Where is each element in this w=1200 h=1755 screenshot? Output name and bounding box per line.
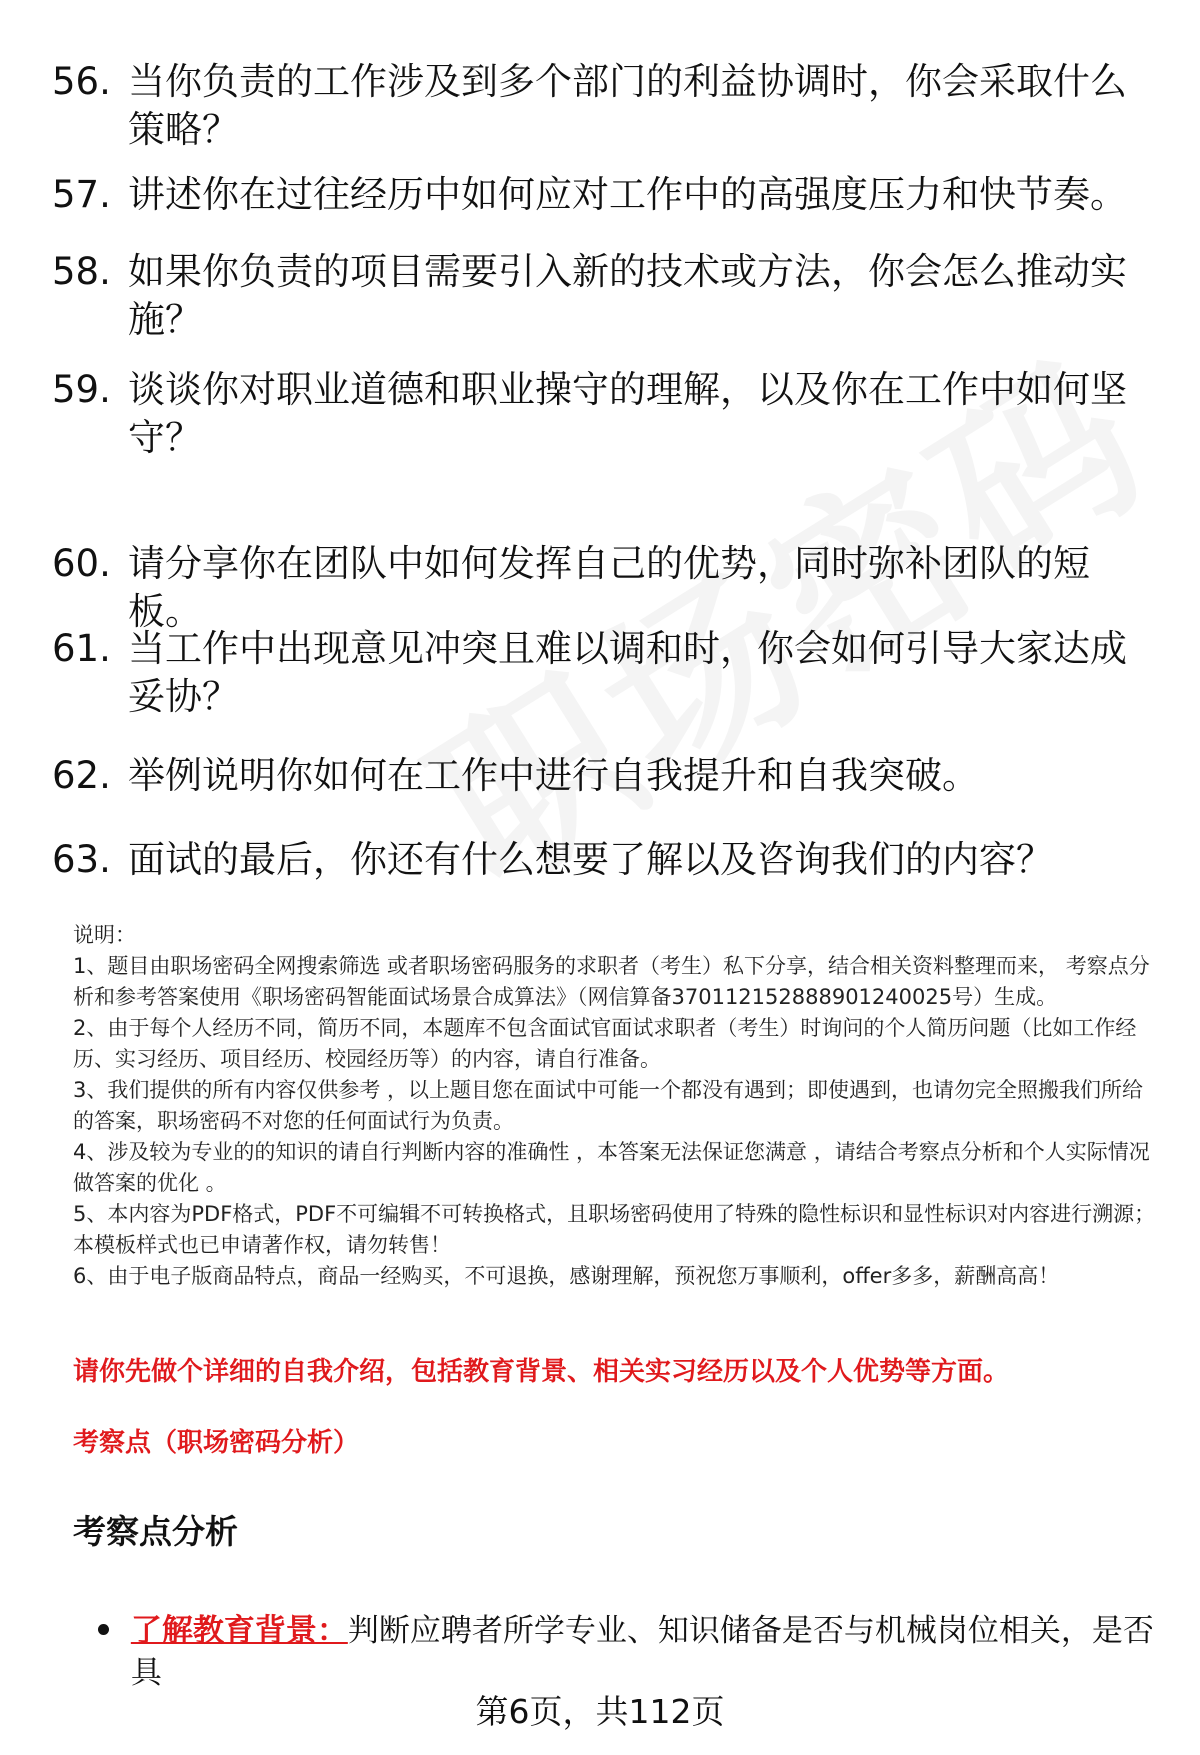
bullet-label: 了解教育背景： (130, 1613, 348, 1649)
question-item (52, 171, 1142, 219)
question-text: 举例说明你如何在工作中进行自我提升和自我突破。 (128, 754, 979, 797)
note-item: 2、由于每个人经历不同，简历不同，本题库不包含面试官面试求职者（考生）时询问的个人简历问题（比如工作经历、实习经历、项目经历、校园经历等）的内容，请自行准备。 (73, 1016, 1137, 1071)
note-item: 3、我们提供的所有内容仅供参考 ，以上题目您在面试中可能一个都没有遇到；即使遇到，也请勿完全照搬我们所给的答案，职场密码不对您的任何面试行为负责。 (73, 1078, 1144, 1133)
note-item: 6、由于电子版商品特点，商品一经购买，不可退换，感谢理解，预祝您万事顺利，offer多多，薪酬高高！ (73, 1264, 1060, 1288)
analysis-title: 考察点分析 (73, 1512, 238, 1551)
question-number: 58. (52, 250, 111, 293)
question-text: 讲述你在过往经历中如何应对工作中的高强度压力和快节奏。 (128, 173, 1127, 216)
question-number: 62. (52, 754, 111, 797)
question-text: 请分享你在团队中如何发挥自己的优势，同时弥补团队的短板。 (128, 542, 1090, 633)
notes-section (73, 920, 1158, 1292)
question-text: 当工作中出现意见冲突且难以调和时，你会如何引导大家达成妥协？ (128, 627, 1127, 718)
question-item (52, 58, 1142, 154)
page-footer: 第6页，共112页 (475, 1692, 725, 1731)
bullet-icon (98, 1624, 109, 1635)
note-item: 5、本内容为PDF格式，PDF不可编辑不可转换格式，且职场密码使用了特殊的隐性标识和显性标识对内容进行溯源；本模板样式也已申请著作权，请勿转售！ (73, 1202, 1156, 1257)
question-text: 面试的最后，你还有什么想要了解以及咨询我们的内容？ (128, 838, 1053, 881)
question-item (52, 248, 1142, 344)
note-item: 1、题目由职场密码全网搜索筛选 或者职场密码服务的求职者（考生）私下分享，结合相关资料整理而来， 考察点分析和参考答案使用《职场密码智能面试场景合成算法》（网信算备370112152888901240025号）生成。 (73, 954, 1150, 1009)
bullet-text: 判断应聘者所学专业、知识储备是否与机械岗位相关，是否具 (130, 1613, 1154, 1691)
question-text: 如果你负责的项目需要引入新的技术或方法，你会怎么推动实施？ (128, 250, 1127, 341)
question-item (52, 752, 1142, 800)
assessment-heading: 考察点（职场密码分析） (73, 1428, 360, 1458)
notes-heading: 说明： (73, 923, 136, 947)
question-item (52, 625, 1142, 721)
question-item (52, 836, 1142, 884)
question-item (52, 366, 1142, 462)
question-number: 63. (52, 838, 111, 881)
question-text: 当你负责的工作涉及到多个部门的利益协调时，你会采取什么策略？ (128, 60, 1127, 151)
question-number: 61. (52, 627, 111, 670)
question-number: 56. (52, 60, 111, 103)
question-item (52, 540, 1142, 636)
intro-question: 请你先做个详细的自我介绍，包括教育背景、相关实习经历以及个人优势等方面。 (73, 1357, 1010, 1387)
list-item (98, 1610, 1168, 1694)
question-number: 57. (52, 173, 111, 216)
question-number: 59. (52, 368, 111, 411)
question-text: 谈谈你对职业道德和职业操守的理解，以及你在工作中如何坚守？ (128, 368, 1127, 459)
question-number: 60. (52, 542, 111, 585)
note-item: 4、涉及较为专业的的知识的请自行判断内容的准确性 ，本答案无法保证您满意 ，请结合考察点分析和个人实际情况做答案的优化 。 (73, 1140, 1150, 1195)
